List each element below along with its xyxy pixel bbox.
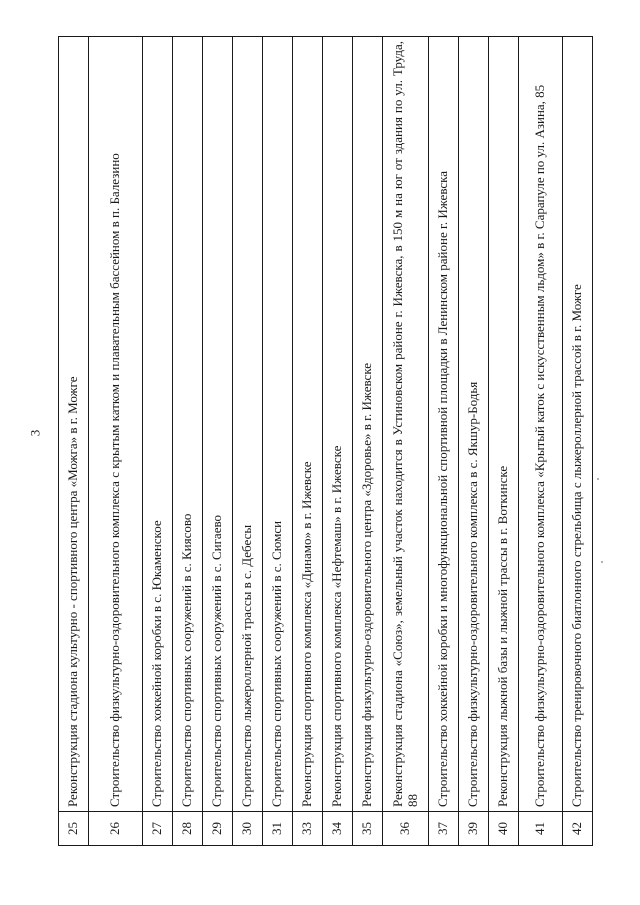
page-number: 3 xyxy=(27,429,43,437)
object-description: Строительство спортивных сооружений в с. Сигаево xyxy=(203,37,233,812)
table-row xyxy=(353,37,383,846)
row-number: 37 xyxy=(429,812,459,846)
object-description: Строительство физкультурно-оздоровительного комплекса в с. Якшур-Бодья xyxy=(459,37,489,812)
object-description: Строительство хоккейной коробки в с. Юкаменское xyxy=(143,37,173,812)
table-row xyxy=(459,37,489,846)
rotated-page-content xyxy=(58,36,585,846)
row-number: 33 xyxy=(293,812,323,846)
object-description: Строительство лыжероллерной трассы в с. Дебесы xyxy=(233,37,263,812)
row-number: 34 xyxy=(323,812,353,846)
table-row xyxy=(263,37,293,846)
table-row xyxy=(59,37,89,846)
object-description: Реконструкция физкультурно-оздоровительного центра «Здоровье» в г. Ижевске xyxy=(353,37,383,812)
row-number: 27 xyxy=(143,812,173,846)
object-description: Реконструкция спортивного комплекса «Нефтемаш» в г. Ижевске xyxy=(323,37,353,812)
table-row xyxy=(429,37,459,846)
table-row xyxy=(519,37,563,846)
object-description: Строительство физкультурно-оздоровительного комплекса «Крытый каток с искусственным льдом» в г. Сарапуле по ул. Азина, 85 xyxy=(519,37,563,812)
object-description: Строительство физкультурно-оздоровительного комплекса с крытым катком и плавательным бассейном в п. Балезино xyxy=(89,37,143,812)
row-number: 30 xyxy=(233,812,263,846)
object-description: Реконструкция спортивного комплекса «Динамо» в г. Ижевске xyxy=(293,37,323,812)
scan-speck xyxy=(601,561,603,563)
object-description: Строительство хоккейной коробки и многофункциональной спортивной площадки в Ленинском районе г. Ижевска xyxy=(429,37,459,812)
table-row xyxy=(173,37,203,846)
row-number: 31 xyxy=(263,812,293,846)
object-description: Реконструкция стадиона «Союз», земельный участок находится в Устиновском районе г. Ижевска, в 150 м на юг от здания по ул. Труда, 88 xyxy=(383,37,429,812)
row-number: 28 xyxy=(173,812,203,846)
object-description: Строительство спортивных сооружений в с. Киясово xyxy=(173,37,203,812)
row-number: 42 xyxy=(563,812,593,846)
table-row xyxy=(143,37,173,846)
table-row xyxy=(89,37,143,846)
row-number: 40 xyxy=(489,812,519,846)
row-number: 39 xyxy=(459,812,489,846)
object-description: Строительство спортивных сооружений в с. Сюмси xyxy=(263,37,293,812)
scan-speck xyxy=(597,478,599,480)
object-description: Реконструкция лыжной базы и лыжной трассы в г. Воткинске xyxy=(489,37,519,812)
table-row xyxy=(323,37,353,846)
row-number: 36 xyxy=(383,812,429,846)
row-number: 26 xyxy=(89,812,143,846)
object-description: Строительство тренировочного биатлонного стрельбища с лыжероллерной трассой в г. Можге xyxy=(563,37,593,812)
row-number: 29 xyxy=(203,812,233,846)
table-row xyxy=(203,37,233,846)
table-row xyxy=(233,37,263,846)
object-description: Реконструкция стадиона культурно - спортивного центра «Можга» в г. Можге xyxy=(59,37,89,812)
row-number: 41 xyxy=(519,812,563,846)
row-number: 25 xyxy=(59,812,89,846)
table-row xyxy=(489,37,519,846)
table-row xyxy=(563,37,593,846)
objects-table xyxy=(58,36,593,846)
table-row xyxy=(383,37,429,846)
table-row xyxy=(293,37,323,846)
row-number: 35 xyxy=(353,812,383,846)
